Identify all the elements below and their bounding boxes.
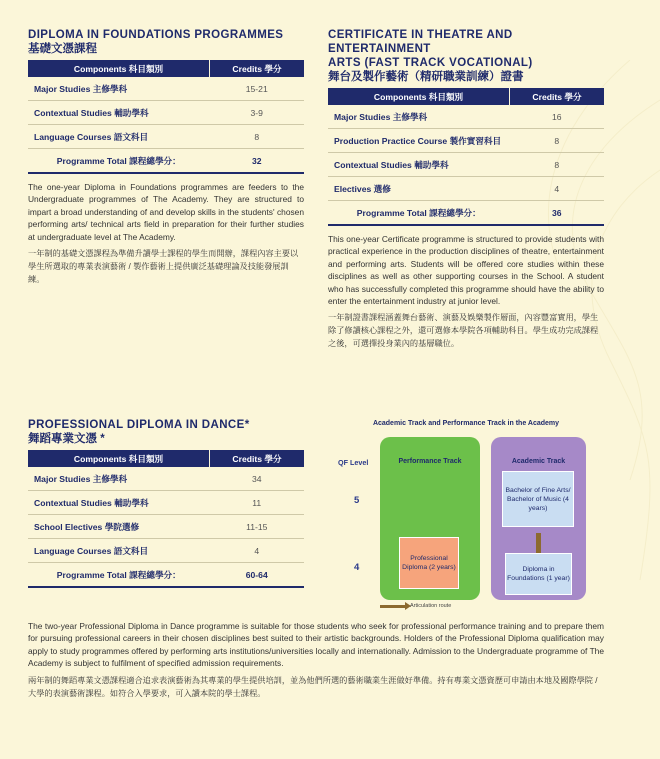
diploma-foundations-description-zh: 一年制的基礎文憑課程為準備升讀學士課程的學生而開辦，課程內容主要以學生所選取的專業表演藝術 / 製作藝術上提供廣泛基礎理論及技能發展訓練。: [28, 249, 299, 285]
qf-level-5: 5: [354, 495, 360, 506]
diploma-foundations-box: [505, 553, 572, 595]
credit-value: 4: [210, 539, 305, 563]
table-row: [28, 515, 304, 539]
component-label: Electives 選修: [328, 177, 510, 201]
diploma-foundations-title-zh: 基礎文憑課程: [28, 43, 97, 55]
bachelor-box: [502, 471, 574, 527]
professional-diploma-box-text: Professional Diploma (2 years): [402, 555, 456, 571]
professional-diploma-box: [399, 537, 459, 589]
articulation-arrow-icon: [380, 605, 406, 608]
credit-value: 11: [210, 491, 305, 515]
qf-level-4: 4: [354, 562, 360, 573]
total-value: 36: [510, 201, 605, 226]
programme-total-row: [28, 149, 304, 174]
table-row: [28, 539, 304, 563]
professional-dance-table: [28, 450, 304, 588]
diploma-foundations-title-en: DIPLOMA IN FOUNDATIONS PROGRAMMES: [28, 29, 284, 41]
credit-value: 8: [510, 153, 605, 177]
credits-header: Credits 學分: [510, 88, 605, 105]
certificate-title-en-line2: ARTS (FAST TRACK VOCATIONAL): [328, 57, 533, 69]
diploma-foundations-description-en: The one-year Diploma in Foundations programmes are feeders to the Undergraduate programmes of The Academy. They are structured to impart a broad understanding of and develop skills in the students' chosen performing arts/ technical arts field in preparation for their further studies at undergraduate level at The Academy.: [28, 182, 304, 242]
credit-value: 15-21: [210, 77, 305, 101]
diagram-title: Academic Track and Performance Track in the Academy: [372, 420, 560, 427]
component-label: Major Studies 主修學科: [328, 105, 510, 129]
diploma-foundations-table: [28, 60, 304, 174]
components-header: Components 科目類別: [28, 450, 210, 467]
certificate-description-en: This one-year Certificate programme is structured to provide students with practical experience in the production disciplines of theatre, entertainment and performing arts. Students will be offered core studies within these disciplines as well as other supporting courses in the School. A student who has successfully completed this programme should have the ability to enter the entertainment industry at junior level.: [328, 234, 604, 307]
diploma-foundations-section: [28, 28, 304, 286]
articulation-legend-label: Articulation route: [410, 603, 452, 609]
table-row: [28, 491, 304, 515]
professional-dance-description: [28, 620, 604, 700]
certificate-table: [328, 88, 604, 226]
table-row: [28, 77, 304, 101]
component-label: Contextual Studies 輔助學科: [328, 153, 510, 177]
table-row: [328, 129, 604, 153]
credit-value: 8: [510, 129, 605, 153]
total-value: 60-64: [210, 563, 305, 588]
performance-track-label: Performance Track: [398, 458, 462, 465]
credit-value: 4: [510, 177, 605, 201]
professional-dance-section: [28, 418, 304, 588]
credit-value: 34: [210, 467, 305, 491]
credit-value: 8: [210, 125, 305, 149]
component-label: Production Practice Course 製作實習科目: [328, 129, 510, 153]
table-row: [28, 467, 304, 491]
credits-header: Credits 學分: [210, 450, 305, 467]
professional-dance-description-zh: 兩年制的舞蹈專業文憑課程適合追求表演藝術為其專業的學生提供培訓，並為他們所選的藝術職業生涯做好準備。持有專業文憑資歷可申請由本地及國際學院 / 大學的表演藝術課程。如符合入學要求，可入讀本院的學士課程。: [28, 675, 598, 698]
total-label: Programme Total 課程總學分：: [28, 149, 210, 174]
total-label: Programme Total 課程總學分：: [328, 201, 510, 226]
certificate-description-zh: 一年制證書課程涵蓋舞台藝術、演藝及娛樂製作層面，內容豐富實用，學生除了修讀核心課程之外，還可選修本學院各項輔助科目。學生成功完成課程之後，可選擇投身業內的基層職位。: [328, 313, 599, 349]
certificate-title-zh: 舞台及製作藝術（精研職業訓練）證書: [328, 71, 524, 83]
credit-value: 11-15: [210, 515, 305, 539]
table-row: [28, 101, 304, 125]
articulation-connector: [536, 533, 541, 554]
component-label: Major Studies 主修學科: [28, 467, 210, 491]
certificate-title-en-line1: CERTIFICATE IN THEATRE AND ENTERTAINMENT: [328, 29, 513, 55]
programme-total-row: [28, 563, 304, 588]
programme-total-row: [328, 201, 604, 226]
total-label: Programme Total 課程總學分：: [28, 563, 210, 588]
component-label: Contextual Studies 輔助學科: [28, 101, 210, 125]
professional-dance-description-en: The two-year Professional Diploma in Dance programme is suitable for those students who seek for professional performance training and to prepare them for pursuing professional careers in their chosen disciplines best suited to their artistic backgrounds. Holders of the Professional Diploma qualification may apply to study programmes offered by performing arts institutions/universities locally and internationally. Admission to the Undergraduate programme of The Academy is subject to fulfilment of specified admission requirements.: [28, 621, 604, 669]
table-row: [328, 105, 604, 129]
components-header: Components 科目類別: [28, 60, 210, 77]
diploma-foundations-box-text: Diploma in Foundations (1 year): [507, 566, 570, 582]
credits-header: Credits 學分: [210, 60, 305, 77]
table-row: [328, 177, 604, 201]
professional-dance-title-zh: 舞蹈專業文憑 *: [28, 433, 105, 445]
component-label: Language Courses 語文科目: [28, 125, 210, 149]
professional-dance-title-en: PROFESSIONAL DIPLOMA IN DANCE*: [28, 419, 250, 431]
table-row: [328, 153, 604, 177]
components-header: Components 科目類別: [328, 88, 510, 105]
academic-track-label: Academic Track: [511, 458, 566, 465]
component-label: Language Courses 語文科目: [28, 539, 210, 563]
credit-value: 16: [510, 105, 605, 129]
component-label: Major Studies 主修學科: [28, 77, 210, 101]
table-row: [28, 125, 304, 149]
certificate-theatre-section: [328, 28, 604, 350]
bachelor-box-text: Bachelor of Fine Arts/ Bachelor of Music (4 years): [505, 486, 571, 512]
credit-value: 3-9: [210, 101, 305, 125]
component-label: Contextual Studies 輔助學科: [28, 491, 210, 515]
qf-level-label: QF Level: [338, 458, 369, 467]
total-value: 32: [210, 149, 305, 174]
component-label: School Electives 學院選修: [28, 515, 210, 539]
